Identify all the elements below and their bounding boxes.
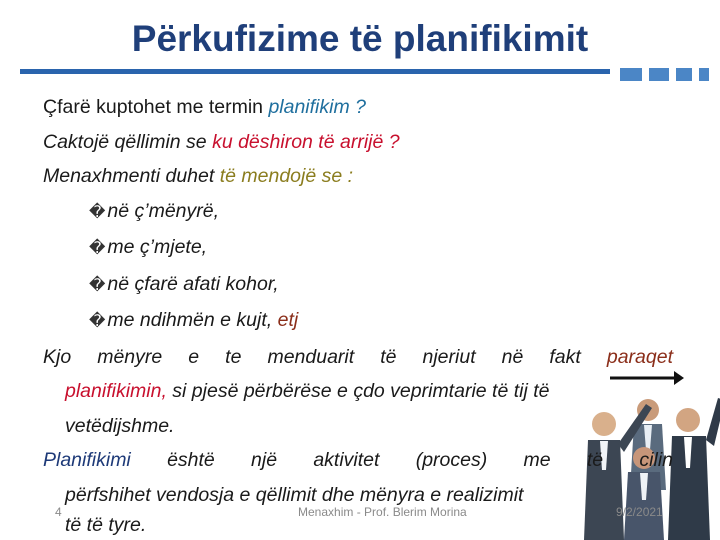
square-4 xyxy=(699,68,709,81)
bullet-box-icon: � xyxy=(89,276,106,294)
question-2-highlight: ku dëshiron të arrijë ? xyxy=(212,130,400,153)
question-1-term: planifikim ? xyxy=(268,96,366,118)
paragraph-1-highlight: paraqet xyxy=(606,345,673,368)
paragraph-1-line-3 xyxy=(43,409,673,444)
paragraph-1-text: Kjo mënyre e te menduarit të njeriut në fakt xyxy=(43,345,581,368)
question-1-text: Çfarë kuptohet me termin xyxy=(43,96,264,118)
square-3 xyxy=(676,68,692,81)
paragraph-1-term: planifikimin, xyxy=(65,380,167,402)
paragraph-1-line-1 xyxy=(43,340,673,375)
paragraph-1-text-2: si pjesë përbërëse e çdo veprimtarie të tij të xyxy=(172,380,550,402)
slide-body xyxy=(43,90,673,538)
management-highlight: të mendojë se : xyxy=(219,165,354,187)
bullet-text: me ndihmën e kujt, xyxy=(107,309,273,331)
bullet-etc: etj xyxy=(277,309,299,331)
line-question-2 xyxy=(43,125,673,160)
question-2-text: Caktojë qëllimin se xyxy=(43,130,207,153)
footer-author: Menaxhim - Prof. Blerim Morina xyxy=(298,505,467,519)
square-1 xyxy=(620,68,642,81)
slide-title: Përkufizime të planifikimit xyxy=(131,18,589,59)
bullet-box-icon: � xyxy=(89,240,106,257)
bullet-text: me ç’mjete, xyxy=(107,236,208,258)
line-question-1 xyxy=(43,90,673,125)
title-underline xyxy=(20,69,610,74)
bullet-box-icon: � xyxy=(89,203,106,221)
bullet-box-icon: � xyxy=(89,313,106,330)
footer-page-number: 4 xyxy=(55,505,62,519)
paragraph-2-line-1 xyxy=(43,443,673,478)
paragraph-2-term: Planifikimi xyxy=(43,449,131,471)
bullet-item xyxy=(43,267,673,304)
bullet-item xyxy=(43,303,673,340)
bullet-item xyxy=(43,230,673,267)
square-2 xyxy=(649,68,669,81)
paragraph-2-text: është një aktivitet (proces) me të cilin xyxy=(167,449,673,471)
paragraph-2-text-2: përfshihet vendosja e qëllimit dhe mënyra e realizimit xyxy=(65,483,524,506)
management-text: Menaxhmenti duhet xyxy=(43,165,215,187)
bullet-text: në çfarë afati kohor, xyxy=(107,272,279,295)
paragraph-2-text-3: të të tyre. xyxy=(65,514,147,536)
line-management xyxy=(43,159,673,194)
paragraph-1-line-2 xyxy=(43,374,673,409)
footer-date: 9/2/2021 xyxy=(616,505,663,519)
bullet-text: në ç’mënyrë, xyxy=(107,199,220,222)
paragraph-1-text-3: vetëdijshme. xyxy=(65,414,175,437)
bullet-item xyxy=(43,194,673,231)
